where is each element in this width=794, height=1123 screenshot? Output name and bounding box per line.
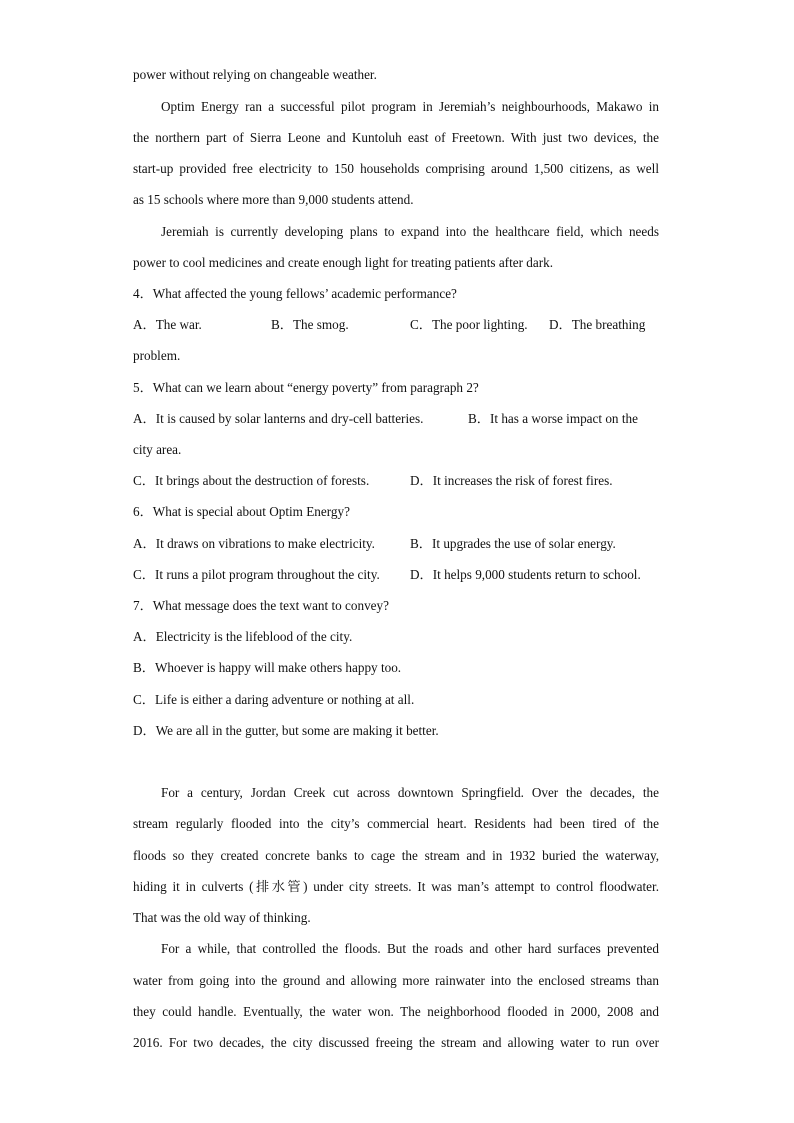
paragraph-line: Jeremiah is currently developing plans to expand into the healthcare field, which needs (161, 224, 659, 239)
paragraph-line: For a while, that controlled the floods. But the roads and other hard surfaces prevented (161, 941, 659, 956)
paragraph-line: 2016. For two decades, the city discussed freeing the stream and allowing water to run over (133, 1035, 659, 1050)
paragraph-line: floods so they created concrete banks to cage the stream and in 1932 buried the waterway, (133, 848, 659, 863)
option-a: A．It draws on vibrations to make electricity. (133, 536, 375, 551)
paragraph-line: power to cool medicines and create enough light for treating patients after dark. (133, 255, 554, 270)
option-d: D．It helps 9,000 students return to school. (410, 567, 641, 582)
paragraph-line: they could handle. Eventually, the water won. The neighborhood flooded in 2000, 2008 and (133, 1004, 659, 1019)
paragraph-line: For a century, Jordan Creek cut across downtown Springfield. Over the decades, the (161, 785, 659, 800)
option-d: D．The breathing (549, 317, 646, 332)
paragraph-line: Optim Energy ran a successful pilot program in Jeremiah’s neighbourhoods, Makawo in (161, 99, 659, 114)
option-b: B．Whoever is happy will make others happy too. (133, 660, 402, 675)
option-a: A．The war. (133, 317, 202, 332)
question-stem: 4．What affected the young fellows’ academic performance? (133, 286, 457, 301)
option-b: B．The smog. (271, 317, 349, 332)
option-d: D．We are all in the gutter, but some are making it better. (133, 723, 439, 738)
option-c: C．Life is either a daring adventure or nothing at all. (133, 692, 415, 707)
option-d: D．It increases the risk of forest fires. (410, 473, 613, 488)
paragraph-line: as 15 schools where more than 9,000 students attend. (133, 192, 414, 207)
paragraph-line: power without relying on changeable weather. (133, 67, 377, 82)
question-stem: 6．What is special about Optim Energy? (133, 504, 350, 519)
option-b: B．It has a worse impact on the (468, 411, 638, 426)
paragraph-line: stream regularly flooded into the city’s commercial heart. Residents had been tired of the (133, 816, 659, 831)
paragraph-line: the northern part of Sierra Leone and Kuntoluh east of Freetown. With just two devices, the (133, 130, 659, 145)
option-d-continued: problem. (133, 348, 181, 363)
paragraph-line: start-up provided free electricity to 150 households comprising around 1,500 citizens, as well (133, 161, 659, 176)
option-b: B．It upgrades the use of solar energy. (410, 536, 616, 551)
option-b-continued: city area. (133, 442, 182, 457)
question-stem: 5．What can we learn about “energy poverty” from paragraph 2? (133, 380, 479, 395)
option-c: C．The poor lighting. (410, 317, 528, 332)
option-a: A．It is caused by solar lanterns and dry-cell batteries. (133, 411, 424, 426)
paragraph-line: That was the old way of thinking. (133, 910, 311, 925)
paragraph-line: water from going into the ground and allowing more rainwater into the enclosed streams than (133, 973, 659, 988)
option-c: C．It brings about the destruction of forests. (133, 473, 370, 488)
option-c: C．It runs a pilot program throughout the city. (133, 567, 380, 582)
option-a: A．Electricity is the lifeblood of the city. (133, 629, 353, 644)
question-stem: 7．What message does the text want to convey? (133, 598, 389, 613)
paragraph-line: hiding it in culverts (排水管) under city streets. It was man’s attempt to control floodwater. (133, 879, 659, 894)
